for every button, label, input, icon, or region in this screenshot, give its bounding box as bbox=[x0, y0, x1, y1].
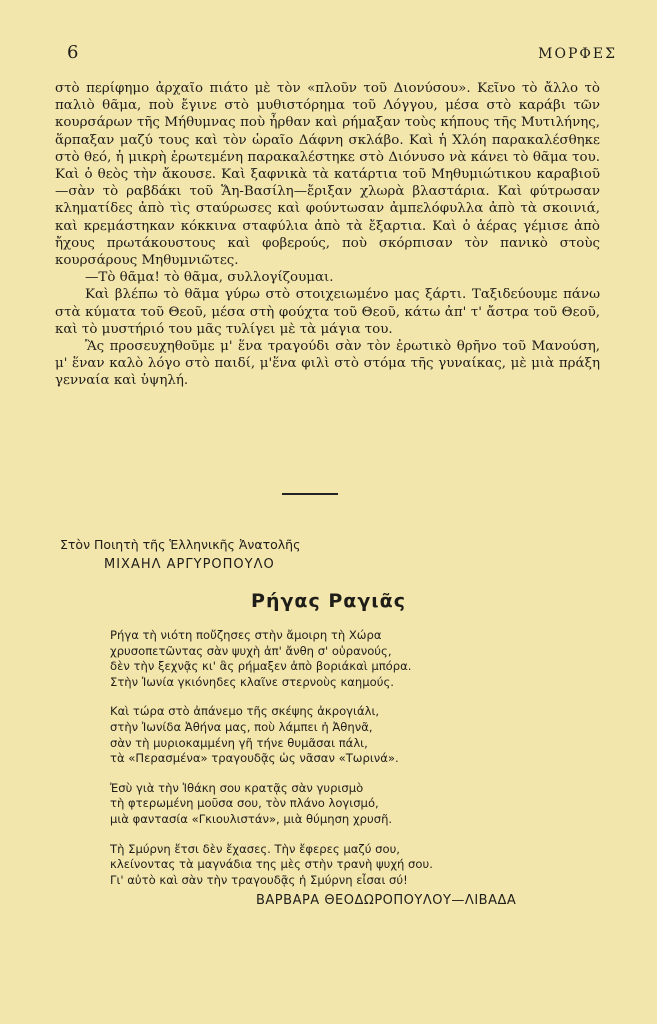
poem-stanza bbox=[110, 781, 570, 828]
prose-paragraph: —Τὸ θᾶμα! τὸ θᾶμα, συλλογίζουμαι. bbox=[85, 270, 334, 286]
poem-stanza bbox=[110, 842, 570, 889]
poem-line: Γι' αὐτὸ καὶ σὰν τὴν τραγουδᾷς ἡ Σμύρνη εἶσαι σύ! bbox=[110, 872, 408, 887]
poem-line: δὲν τὴν ξεχνᾷς κι' ἂς ρήμαξεν ἀπὸ βοριάκαὶ μπόρα. bbox=[110, 659, 412, 674]
poem-line: χρυσοπετῶντας σὰν ψυχὴ ἀπ' ἄνθη σ' οὐρανούς, bbox=[110, 643, 392, 658]
poem-line: τὰ «Περασμένα» τραγουδᾷς ὡς νᾶσαν «Τωρινά». bbox=[110, 751, 399, 766]
dedication-name: ΜΙΧΑΗΛ ΑΡΓΥΡΟΠΟΥΛΟ bbox=[104, 557, 275, 572]
poem-line: στὴν Ἰωνίδα Ἀθήνα μας, ποὺ λάμπει ἡ Ἀθηνᾶ, bbox=[110, 719, 373, 734]
page-number: 6 bbox=[67, 42, 79, 63]
poem-title: Ρήγας Ραγιᾶς bbox=[251, 590, 406, 612]
prose-paragraph: Ἂς προσευχηθοῦμε μ' ἕνα τραγούδι σὰν τὸν ἐρωτικὸ θρῆνο τοῦ Μανούση, μ' ἕναν καλὸ λόγο στὸ παιδί, μ'ἕνα φιλὶ στὸ στόμα τῆς γυναίκας, μὲ μιὰ πράξη γενναία καὶ ὑψηλή. bbox=[55, 339, 600, 389]
poem-line: κλείνοντας τὰ μαγνάδια της μὲς στὴν τρανὴ ψυχή σου. bbox=[110, 857, 433, 872]
prose-article bbox=[55, 80, 600, 390]
poem-line: τὴ φτερωμένη μοῦσα σου, τὸν πλάνο λογισμό, bbox=[110, 796, 379, 811]
poem-line: μιὰ φαντασία «Γκιουλιστάν», μιὰ θύμηση χρυσῆ. bbox=[110, 811, 393, 826]
prose-paragraph: στὸ περίφημο ἀρχαῖο πιάτο μὲ τὸν «πλοῦν τοῦ Διονύσου». Κεῖνο τὸ ἄλλο τὸ παλιὸ θᾶμα, ποὺ ἔγινε στὸ μυθιστόρημα τοῦ Λόγγου, μέσα στὸ καράβι τῶν κουρσάρων τῆς Μήθυμνας ποὺ ἦρθαν καὶ ρήμαξαν τοὺς κήπους τῆς Μυτιλήνης, ἅρπαξαν μαζύ τους καὶ τὸν ὡραῖο Δάφνη σκλάβο. Καὶ ἡ Χλόη παρακαλέσθηκε στὸ θεό, ἡ μικρὴ ἐρωτεμένη παρακαλέστηκε στὸ Διόνυσο νὰ κάνει τὸ θᾶμα του. Καὶ ὁ θεὸς τὴν ἄκουσε. Καὶ ξαφνικὰ τὰ κατάρτια τοῦ Μηθυμιώτικου καραβιοῦ—σὰν τὸ ραβδάκι τοῦ Ἅη-Βασίλη—ἔριξαν χλωρὰ βλαστάρια. Καὶ φύτρωσαν κληματίδες ἀπὸ τὶς σταύρωσες καὶ φούντωσαν ἀμπελόφυλλα ἀπὸ τὰ σκοινιά, καὶ κρεμάστηκαν κόκκινα σταφύλια ἀπὸ τὰ ἔξαρτια. Καὶ ὁ ἀέρας γέμισε ἀπὸ ἤχους πρωτάκουστους καὶ φοβερούς, ποὺ σκόρπισαν τὸν πανικὸ στοὺς κουρσάρους Μηθυμνιῶτες. bbox=[55, 81, 600, 269]
section-divider bbox=[282, 493, 338, 495]
poem-line: Στὴν Ἰωνία γκιόνηδες κλαῖνε στερνοὺς καημούς. bbox=[110, 674, 394, 689]
poem-line: Τὴ Σμύρνη ἔτσι δὲν ἔχασες. Τὴν ἔφερες μαζύ σου, bbox=[110, 841, 400, 856]
poem-line: Ἐσὺ γιὰ τὴν Ἰθάκη σου κρατᾷς σὰν γυρισμὸ bbox=[110, 780, 364, 795]
poem-stanza bbox=[110, 628, 570, 690]
dedication-line: Στὸν Ποιητὴ τῆς Ἑλληνικῆς Ἀνατολῆς bbox=[60, 537, 301, 552]
poem-body bbox=[110, 628, 570, 902]
poem-author: ΒΑΡΒΑΡΑ ΘΕΟΔΩΡΟΠΟΥΛΟΥ—ΛΙΒΑΔΑ bbox=[256, 893, 517, 908]
poem-line: Καὶ τώρα στὸ ἀπάνεμο τῆς σκέψης ἀκρογιάλι, bbox=[110, 704, 380, 719]
running-head: ΜΟΡΦΕΣ bbox=[538, 46, 617, 62]
poem-line: Ρήγα τὴ νιότη ποὔζησες στὴν ἄμοιρη τὴ Χώρα bbox=[110, 628, 382, 642]
prose-paragraph: Καὶ βλέπω τὸ θᾶμα γύρω στὸ στοιχειωμένο μας ξάρτι. Ταξιδεύουμε πάνω στὰ κύματα τοῦ Θεοῦ, μέσα στὴ φούχτα τοῦ Θεοῦ, κάτω ἀπ' τ' ἄστρα τοῦ Θεοῦ, καὶ τὸ μυστήριό του μᾶς τυλίγει μὲ τὰ μάγια του. bbox=[55, 287, 600, 337]
poem-line: σὰν τὴ μυριοκαμμένη γῆ τήνε θυμᾶσαι πάλι, bbox=[110, 735, 368, 750]
poem-stanza bbox=[110, 704, 570, 766]
